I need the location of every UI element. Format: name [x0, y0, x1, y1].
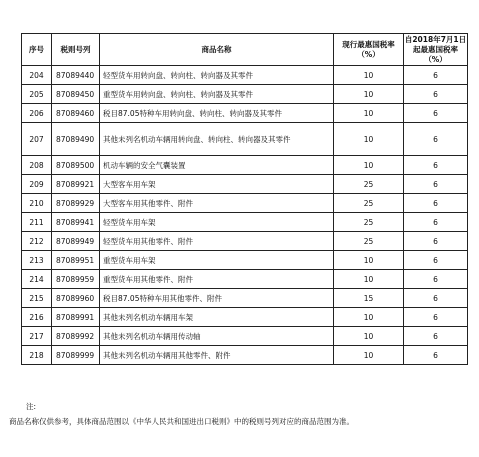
row-code: 87089999 [52, 346, 100, 365]
row-code: 87089460 [52, 104, 100, 123]
row-code: 87089921 [52, 175, 100, 194]
row-code: 87089440 [52, 66, 100, 85]
row-code: 87089500 [52, 156, 100, 175]
table-row [22, 194, 468, 213]
row-code: 87089992 [52, 327, 100, 346]
row-new-rate: 6 [404, 104, 468, 123]
row-current-rate: 25 [334, 213, 404, 232]
row-current-rate: 25 [334, 175, 404, 194]
row-new-rate: 6 [404, 194, 468, 213]
row-new-rate: 6 [404, 175, 468, 194]
table-row [22, 346, 468, 365]
row-code: 87089450 [52, 85, 100, 104]
table-row [22, 232, 468, 251]
tariff-table [21, 33, 468, 365]
row-new-rate: 6 [404, 66, 468, 85]
header-row [22, 34, 468, 66]
row-code: 87089490 [52, 123, 100, 156]
row-seq: 216 [22, 308, 52, 327]
row-code: 87089951 [52, 251, 100, 270]
header-name: 商品名称 [100, 34, 334, 66]
row-current-rate: 25 [334, 194, 404, 213]
row-current-rate: 10 [334, 66, 404, 85]
row-seq: 210 [22, 194, 52, 213]
row-name: 其他未列名机动车辆用传动轴 [100, 327, 334, 346]
table-row [22, 251, 468, 270]
row-new-rate: 6 [404, 327, 468, 346]
row-current-rate: 10 [334, 104, 404, 123]
row-new-rate: 6 [404, 308, 468, 327]
header-current-rate: 现行最惠国税率（%） [334, 34, 404, 66]
row-name: 轻型货车用转向盘、转向柱、转向器及其零件 [100, 66, 334, 85]
table-row [22, 85, 468, 104]
table-row [22, 270, 468, 289]
row-name: 大型客车用其他零件、附件 [100, 194, 334, 213]
row-code: 87089941 [52, 213, 100, 232]
note-label: 注: [26, 402, 37, 411]
header-new-rate: 自2018年7月1日起最惠国税率（%） [404, 34, 467, 64]
table-row [22, 66, 468, 85]
row-new-rate: 6 [404, 270, 468, 289]
row-current-rate: 10 [334, 270, 404, 289]
table-row [22, 156, 468, 175]
table-row [22, 308, 468, 327]
row-name: 轻型货车用车架 [100, 213, 334, 232]
row-new-rate: 6 [404, 232, 468, 251]
row-seq: 209 [22, 175, 52, 194]
row-new-rate: 6 [404, 156, 468, 175]
row-seq: 215 [22, 289, 52, 308]
row-current-rate: 10 [334, 308, 404, 327]
row-seq: 207 [22, 123, 52, 156]
row-seq: 208 [22, 156, 52, 175]
row-name: 轻型货车用其他零件、附件 [100, 232, 334, 251]
row-code: 87089960 [52, 289, 100, 308]
row-name: 其他未列名机动车辆用转向盘、转向柱、转向器及其零件 [100, 123, 334, 156]
row-new-rate: 6 [404, 213, 468, 232]
row-name: 其他未列名机动车辆用其他零件、附件 [100, 346, 334, 365]
row-current-rate: 10 [334, 156, 404, 175]
row-code: 87089929 [52, 194, 100, 213]
row-current-rate: 15 [334, 289, 404, 308]
row-name: 重型货车用转向盘、转向柱、转向器及其零件 [100, 85, 334, 104]
table-row [22, 104, 468, 123]
row-current-rate: 10 [334, 346, 404, 365]
row-code: 87089991 [52, 308, 100, 327]
header-code: 税则号列 [52, 34, 100, 66]
row-code: 87089949 [52, 232, 100, 251]
row-name: 税目87.05特种车用转向盘、转向柱、转向器及其零件 [100, 104, 334, 123]
row-name: 机动车辆的安全气囊装置 [100, 156, 334, 175]
row-seq: 206 [22, 104, 52, 123]
table-row [22, 123, 468, 156]
table-row [22, 327, 468, 346]
row-seq: 217 [22, 327, 52, 346]
row-seq: 211 [22, 213, 52, 232]
table-row [22, 213, 468, 232]
row-name: 大型客车用车架 [100, 175, 334, 194]
row-code: 87089959 [52, 270, 100, 289]
row-name: 重型货车用车架 [100, 251, 334, 270]
row-name: 重型货车用其他零件、附件 [100, 270, 334, 289]
row-seq: 218 [22, 346, 52, 365]
header-seq: 序号 [22, 34, 52, 66]
row-new-rate: 6 [404, 251, 468, 270]
row-new-rate: 6 [404, 85, 468, 104]
row-current-rate: 25 [334, 232, 404, 251]
row-current-rate: 10 [334, 123, 404, 156]
row-current-rate: 10 [334, 251, 404, 270]
row-new-rate: 6 [404, 346, 468, 365]
row-seq: 205 [22, 85, 52, 104]
row-new-rate: 6 [404, 289, 468, 308]
row-current-rate: 10 [334, 85, 404, 104]
row-current-rate: 10 [334, 327, 404, 346]
row-seq: 213 [22, 251, 52, 270]
table-row [22, 289, 468, 308]
row-seq: 204 [22, 66, 52, 85]
table-row [22, 175, 468, 194]
row-seq: 214 [22, 270, 52, 289]
row-new-rate: 6 [404, 123, 468, 156]
row-name: 其他未列名机动车辆用车架 [100, 308, 334, 327]
row-seq: 212 [22, 232, 52, 251]
row-name: 税目87.05特种车用其他零件、附件 [100, 289, 334, 308]
note-text: 商品名称仅供参考，具体商品范围以《中华人民共和国进出口税则》中的税则号列对应的商品范围为准。 [9, 417, 354, 426]
